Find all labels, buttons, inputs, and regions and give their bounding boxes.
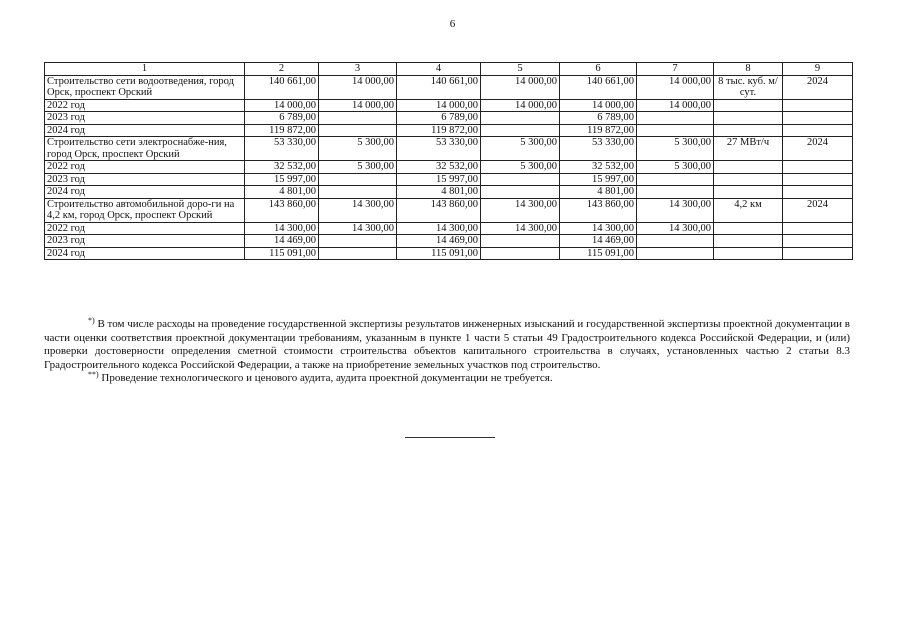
closing-rule xyxy=(405,437,495,438)
table-cell-col-2: 143 860,00 xyxy=(245,198,319,222)
table-cell-col-5: 14 300,00 xyxy=(481,222,560,235)
table-cell-col-3 xyxy=(319,112,397,125)
table-cell-col-9 xyxy=(783,222,853,235)
table-cell-col-7 xyxy=(637,186,714,199)
table-cell-col-6: 143 860,00 xyxy=(560,198,637,222)
table-cell-col-8 xyxy=(714,186,783,199)
table-cell-col-8 xyxy=(714,99,783,112)
table-cell-col-4: 140 661,00 xyxy=(397,75,481,99)
footnote-2-mark: **) xyxy=(88,370,99,380)
table-cell-col-7 xyxy=(637,235,714,248)
table-cell-col-4: 6 789,00 xyxy=(397,112,481,125)
table-cell-col-3 xyxy=(319,173,397,186)
table-cell-col-5 xyxy=(481,235,560,248)
table-cell-col-9 xyxy=(783,99,853,112)
table-cell-col-6: 53 330,00 xyxy=(560,137,637,161)
table-cell-col-5 xyxy=(481,124,560,137)
table-cell-col-4: 15 997,00 xyxy=(397,173,481,186)
table-cell-col-9 xyxy=(783,124,853,137)
column-number-6: 6 xyxy=(560,63,637,76)
footnote-1-mark: *) xyxy=(88,316,95,325)
footnote-1 xyxy=(44,318,850,372)
table-cell-col-9 xyxy=(783,161,853,174)
table-row-year xyxy=(45,235,853,248)
footnote-2 xyxy=(44,372,850,386)
table-cell-col-7: 5 300,00 xyxy=(637,137,714,161)
table-row-year xyxy=(45,112,853,125)
table-cell-col-6: 115 091,00 xyxy=(560,247,637,260)
table-cell-col-7: 14 000,00 xyxy=(637,75,714,99)
table-cell-col-2: 15 997,00 xyxy=(245,173,319,186)
column-number-4: 4 xyxy=(397,63,481,76)
table-cell-col-6: 4 801,00 xyxy=(560,186,637,199)
row-label: Строительство сети электроснабже-ния, город Орск, проспект Орский xyxy=(45,137,245,161)
footnotes xyxy=(44,318,850,386)
table-cell-col-8 xyxy=(714,124,783,137)
table-cell-col-8: 4,2 км xyxy=(714,198,783,222)
column-number-7: 7 xyxy=(637,63,714,76)
table-cell-col-6: 14 469,00 xyxy=(560,235,637,248)
table-cell-col-7 xyxy=(637,124,714,137)
table-cell-col-3: 5 300,00 xyxy=(319,137,397,161)
table-header-row xyxy=(45,63,853,76)
table-cell-col-4: 14 300,00 xyxy=(397,222,481,235)
table-cell-col-9: 2024 xyxy=(783,75,853,99)
table-cell-col-8 xyxy=(714,112,783,125)
table-cell-col-2: 14 000,00 xyxy=(245,99,319,112)
table-row-year xyxy=(45,173,853,186)
row-label: 2023 год xyxy=(45,173,245,186)
table-cell-col-7: 5 300,00 xyxy=(637,161,714,174)
table-row-project xyxy=(45,198,853,222)
table-cell-col-7 xyxy=(637,173,714,186)
column-number-5: 5 xyxy=(481,63,560,76)
table-cell-col-5: 5 300,00 xyxy=(481,161,560,174)
table-cell-col-5: 5 300,00 xyxy=(481,137,560,161)
table-cell-col-6: 14 300,00 xyxy=(560,222,637,235)
table-cell-col-2: 4 801,00 xyxy=(245,186,319,199)
row-label: 2022 год xyxy=(45,161,245,174)
table-cell-col-3 xyxy=(319,186,397,199)
row-label: 2024 год xyxy=(45,186,245,199)
table-cell-col-9 xyxy=(783,186,853,199)
table-cell-col-3 xyxy=(319,124,397,137)
table-row-year xyxy=(45,99,853,112)
table-cell-col-7: 14 300,00 xyxy=(637,198,714,222)
table-cell-col-7: 14 000,00 xyxy=(637,99,714,112)
table-cell-col-4: 115 091,00 xyxy=(397,247,481,260)
table-row-year xyxy=(45,124,853,137)
table-cell-col-3 xyxy=(319,235,397,248)
table-cell-col-4: 4 801,00 xyxy=(397,186,481,199)
table-cell-col-8 xyxy=(714,222,783,235)
row-label: 2022 год xyxy=(45,99,245,112)
table-cell-col-3: 14 300,00 xyxy=(319,198,397,222)
table-cell-col-5 xyxy=(481,173,560,186)
table-cell-col-5: 14 300,00 xyxy=(481,198,560,222)
table-cell-col-8 xyxy=(714,235,783,248)
table-cell-col-2: 32 532,00 xyxy=(245,161,319,174)
table-cell-col-3: 14 000,00 xyxy=(319,99,397,112)
table-cell-col-8: 27 МВт/ч xyxy=(714,137,783,161)
table-row-year xyxy=(45,186,853,199)
table-row-project xyxy=(45,137,853,161)
table-cell-col-9 xyxy=(783,112,853,125)
budget-table xyxy=(44,62,853,260)
table-cell-col-5 xyxy=(481,112,560,125)
table-cell-col-4: 119 872,00 xyxy=(397,124,481,137)
table-cell-col-6: 119 872,00 xyxy=(560,124,637,137)
column-number-1: 1 xyxy=(45,63,245,76)
table-cell-col-5 xyxy=(481,186,560,199)
table-row-year xyxy=(45,247,853,260)
row-label: 2022 год xyxy=(45,222,245,235)
table-cell-col-2: 6 789,00 xyxy=(245,112,319,125)
row-label: 2023 год xyxy=(45,112,245,125)
table-cell-col-7: 14 300,00 xyxy=(637,222,714,235)
table-cell-col-4: 143 860,00 xyxy=(397,198,481,222)
column-number-2: 2 xyxy=(245,63,319,76)
table-cell-col-2: 140 661,00 xyxy=(245,75,319,99)
column-number-3: 3 xyxy=(319,63,397,76)
page-number: 6 xyxy=(449,18,456,30)
table-cell-col-2: 53 330,00 xyxy=(245,137,319,161)
table-cell-col-2: 119 872,00 xyxy=(245,124,319,137)
table-cell-col-6: 15 997,00 xyxy=(560,173,637,186)
table-cell-col-7 xyxy=(637,112,714,125)
column-number-8: 8 xyxy=(714,63,783,76)
table-cell-col-5 xyxy=(481,247,560,260)
table-row-year xyxy=(45,222,853,235)
table-cell-col-4: 14 469,00 xyxy=(397,235,481,248)
table-cell-col-4: 14 000,00 xyxy=(397,99,481,112)
table-cell-col-9 xyxy=(783,235,853,248)
table-cell-col-6: 14 000,00 xyxy=(560,99,637,112)
table-cell-col-9 xyxy=(783,173,853,186)
table-cell-col-8 xyxy=(714,161,783,174)
table-row-project xyxy=(45,75,853,99)
table-cell-col-8 xyxy=(714,173,783,186)
row-label: Строительство сети водоотведения, город Орск, проспект Орский xyxy=(45,75,245,99)
table-cell-col-3 xyxy=(319,247,397,260)
footnote-1-text: В том числе расходы на проведение государственной экспертизы результатов инженерных изысканий и государственной экспертизы проектной документации в части оценки соответствия проектной документации требованиям, указанным в пункте 1 части 5 статьи 49 Градостроительного кодекса Российской Федерации, и (или) проверки достоверности определения сметной стоимости строительства объектов капитального строительства в случаях, установленных частью 2 статьи 8.3 Градостроительного кодекса Российской Федерации, а также на приобретение земельных участков под строительство. xyxy=(44,318,850,371)
table-cell-col-3: 5 300,00 xyxy=(319,161,397,174)
footnote-2-text: Проведение технологического и ценового аудита, аудита проектной документации не требуется. xyxy=(101,372,553,385)
table-cell-col-9: 2024 xyxy=(783,198,853,222)
table-cell-col-8: 8 тыс. куб. м/сут. xyxy=(714,75,783,99)
table-cell-col-9 xyxy=(783,247,853,260)
table-row-year xyxy=(45,161,853,174)
table-cell-col-8 xyxy=(714,247,783,260)
table-cell-col-4: 32 532,00 xyxy=(397,161,481,174)
column-number-9: 9 xyxy=(783,63,853,76)
table-cell-col-4: 53 330,00 xyxy=(397,137,481,161)
table-cell-col-6: 32 532,00 xyxy=(560,161,637,174)
table-cell-col-2: 115 091,00 xyxy=(245,247,319,260)
row-label: 2023 год xyxy=(45,235,245,248)
table-cell-col-2: 14 300,00 xyxy=(245,222,319,235)
table-cell-col-5: 14 000,00 xyxy=(481,99,560,112)
table-cell-col-7 xyxy=(637,247,714,260)
row-label: Строительство автомобильной доро-ги на 4,2 км, город Орск, проспект Орский xyxy=(45,198,245,222)
row-label: 2024 год xyxy=(45,124,245,137)
table-cell-col-6: 6 789,00 xyxy=(560,112,637,125)
table-cell-col-3: 14 000,00 xyxy=(319,75,397,99)
table-cell-col-2: 14 469,00 xyxy=(245,235,319,248)
table-cell-col-9: 2024 xyxy=(783,137,853,161)
table-cell-col-6: 140 661,00 xyxy=(560,75,637,99)
row-label: 2024 год xyxy=(45,247,245,260)
table-cell-col-3: 14 300,00 xyxy=(319,222,397,235)
table-cell-col-5: 14 000,00 xyxy=(481,75,560,99)
